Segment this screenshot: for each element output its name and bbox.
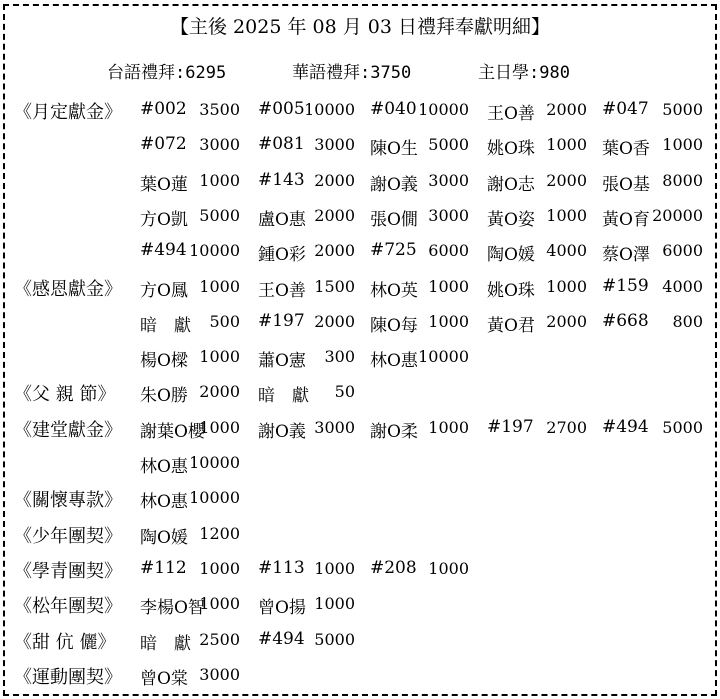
summary-sunday-school <box>478 58 570 83</box>
donor-name: 蕭O憲 <box>258 351 306 372</box>
donor-name: 鍾O彩 <box>258 245 306 266</box>
donation-amount: 10000 <box>304 100 355 119</box>
donor-name: #072 <box>140 134 187 155</box>
donor-name: #047 <box>602 99 649 119</box>
donor-name: 黃O姿 <box>487 209 535 230</box>
donor-name: 林O惠 <box>370 351 418 372</box>
donation-amount: 500 <box>209 311 240 331</box>
donation-amount: 1000 <box>314 558 355 578</box>
donor-name: #494 <box>140 240 187 261</box>
category-label: 《月定獻金》 <box>14 102 122 123</box>
donation-amount: 6000 <box>428 241 469 261</box>
offering-row <box>0 557 720 587</box>
summary-value: 980 <box>539 63 570 83</box>
donation-amount: 1000 <box>199 558 240 578</box>
summary-value: 3750 <box>370 63 412 83</box>
donation-amount: 1000 <box>662 135 703 155</box>
donation-amount: 1000 <box>314 594 355 614</box>
donation-amount: 5000 <box>662 100 703 119</box>
donor-name: #197 <box>258 310 305 331</box>
donation-amount: 2000 <box>314 241 355 261</box>
donation-amount: 1000 <box>199 276 240 296</box>
donation-amount: 3500 <box>199 100 240 119</box>
donor-name: #159 <box>602 275 649 296</box>
donation-amount: 5000 <box>662 417 703 437</box>
summary-mandarin <box>292 58 411 83</box>
donation-amount: 3000 <box>314 417 355 437</box>
category-label: 《甜 伉 儷》 <box>14 631 116 653</box>
donor-name: 葉O香 <box>602 139 650 160</box>
donor-name: 楊O樑 <box>140 351 188 372</box>
category-label: 《父 親 節》 <box>14 384 116 406</box>
donation-amount: 2000 <box>314 170 355 190</box>
donor-name: #494 <box>602 416 649 437</box>
donation-amount: 1000 <box>199 170 240 190</box>
donor-name: #005 <box>258 99 305 119</box>
donation-amount: 2500 <box>199 629 240 649</box>
donation-amount: 1500 <box>314 276 355 296</box>
category-label: 《學青團契》 <box>14 560 122 582</box>
donation-amount: 1000 <box>428 311 469 331</box>
offering-row <box>0 592 720 622</box>
donation-amount: 2000 <box>199 382 240 402</box>
donor-name: #113 <box>258 557 305 578</box>
donation-amount: 5000 <box>199 205 240 225</box>
donation-amount: 6000 <box>662 241 703 261</box>
donor-name: #112 <box>140 557 187 578</box>
category-label: 《建堂獻金》 <box>14 419 122 441</box>
donor-name: 林O惠 <box>140 457 188 477</box>
donor-name: 朱O勝 <box>140 386 188 407</box>
donor-name: 黃O育 <box>602 209 650 230</box>
donation-amount: 20000 <box>652 205 703 225</box>
donor-name: 謝O義 <box>370 174 418 195</box>
report-title: 【主後 2025 年 08 月 03 日禮拜奉獻明細】 <box>170 16 550 38</box>
donor-name: #197 <box>487 416 534 437</box>
donation-amount: 1000 <box>428 417 469 437</box>
donation-amount: 2000 <box>314 205 355 225</box>
donor-name: 暗 獻 <box>140 633 191 654</box>
offering-row <box>0 239 720 269</box>
summary-label: 台語禮拜: <box>107 63 186 83</box>
donor-name: 張O基 <box>602 174 650 195</box>
donor-name: 方O凱 <box>140 209 188 230</box>
donor-name: 曾O棠 <box>140 668 188 689</box>
donor-name: 謝O柔 <box>370 421 418 442</box>
donation-amount: 4000 <box>662 276 703 296</box>
donor-name: 李楊O智 <box>140 598 205 619</box>
donation-amount: 1000 <box>428 276 469 296</box>
donor-name: 謝O志 <box>487 174 535 195</box>
donation-amount: 50 <box>334 382 355 402</box>
donation-amount: 2000 <box>546 170 587 190</box>
donation-amount: 1000 <box>428 558 469 578</box>
donor-name: 黃O君 <box>487 315 535 336</box>
donation-amount: 1200 <box>199 523 240 543</box>
category-label: 《松年團契》 <box>14 596 122 618</box>
donation-amount: 5000 <box>314 629 355 649</box>
donor-name: 蔡O澤 <box>602 245 650 266</box>
donor-name: 林O惠 <box>140 492 188 513</box>
donor-name: 王O善 <box>258 280 306 301</box>
donor-name: 陳O生 <box>370 139 418 160</box>
donor-name: 林O英 <box>370 280 418 301</box>
donor-name: 陶O媛 <box>487 245 535 266</box>
offering-row <box>0 663 720 693</box>
donor-name: #494 <box>258 628 305 649</box>
donation-amount: 10000 <box>189 453 240 472</box>
donor-name: #208 <box>370 557 417 578</box>
category-label: 《感恩獻金》 <box>14 278 122 300</box>
donation-amount: 1000 <box>546 276 587 296</box>
donor-name: #668 <box>602 310 649 331</box>
donor-name: 張O僩 <box>370 209 418 230</box>
donor-name: 葉O蓮 <box>140 174 188 195</box>
offering-row <box>0 133 720 163</box>
donor-name: 暗 獻 <box>140 315 191 336</box>
donor-name: #081 <box>258 134 305 155</box>
donation-amount: 1000 <box>546 205 587 225</box>
donor-name: 姚O珠 <box>487 280 535 301</box>
donation-amount: 10000 <box>418 347 469 367</box>
offering-row <box>0 98 720 128</box>
donation-amount: 300 <box>324 347 355 367</box>
donation-amount: 2700 <box>546 417 587 437</box>
donation-amount: 2000 <box>314 311 355 331</box>
offering-row <box>0 169 720 199</box>
donor-name: 盧O惠 <box>258 209 306 230</box>
offering-row <box>0 275 720 305</box>
donor-name: #143 <box>258 169 305 190</box>
offering-row <box>0 486 720 516</box>
donation-amount: 1000 <box>546 135 587 155</box>
donation-amount: 8000 <box>662 170 703 190</box>
donation-amount: 4000 <box>546 241 587 261</box>
donor-name: 姚O珠 <box>487 139 535 160</box>
donor-name: 陶O媛 <box>140 527 188 548</box>
donation-amount: 3000 <box>428 170 469 190</box>
donation-amount: 3000 <box>428 205 469 225</box>
summary-label: 華語禮拜: <box>292 63 371 83</box>
donation-amount: 1000 <box>199 347 240 367</box>
offering-row <box>0 345 720 375</box>
donation-amount: 2000 <box>546 100 587 119</box>
category-label: 《運動團契》 <box>14 666 122 688</box>
summary-taiwanese <box>107 58 226 83</box>
donor-name: #040 <box>370 99 417 119</box>
donor-name: 曾O揚 <box>258 598 306 619</box>
donor-name: #725 <box>370 240 417 261</box>
offering-row <box>0 380 720 410</box>
category-label: 《少年團契》 <box>14 525 122 547</box>
donation-amount: 1000 <box>199 417 240 437</box>
summary-value: 6295 <box>185 63 227 83</box>
donor-name: 暗 獻 <box>258 386 309 407</box>
offering-row <box>0 310 720 340</box>
donor-name: 陳O每 <box>370 315 418 336</box>
donation-amount: 10000 <box>189 488 240 508</box>
offering-row <box>0 628 720 658</box>
donation-amount: 3000 <box>314 135 355 155</box>
donation-amount: 1000 <box>199 594 240 614</box>
donation-amount: 3000 <box>199 664 240 684</box>
offering-row <box>0 451 720 481</box>
donation-amount: 10000 <box>418 100 469 119</box>
donor-name: #002 <box>140 99 187 119</box>
donation-amount: 5000 <box>428 135 469 155</box>
donor-name: 方O鳳 <box>140 280 188 301</box>
donation-amount: 3000 <box>199 135 240 155</box>
donor-name: 謝O義 <box>258 421 306 442</box>
offering-row <box>0 204 720 234</box>
donation-amount: 10000 <box>189 241 240 261</box>
donation-amount: 800 <box>672 311 703 331</box>
offering-row <box>0 416 720 446</box>
summary-label: 主日學: <box>478 63 540 83</box>
donor-name: 王O善 <box>487 104 535 124</box>
offering-row <box>0 522 720 552</box>
category-label: 《關懷專款》 <box>14 490 122 512</box>
donation-amount: 2000 <box>546 311 587 331</box>
donor-name: 謝葉O櫻 <box>140 421 205 442</box>
